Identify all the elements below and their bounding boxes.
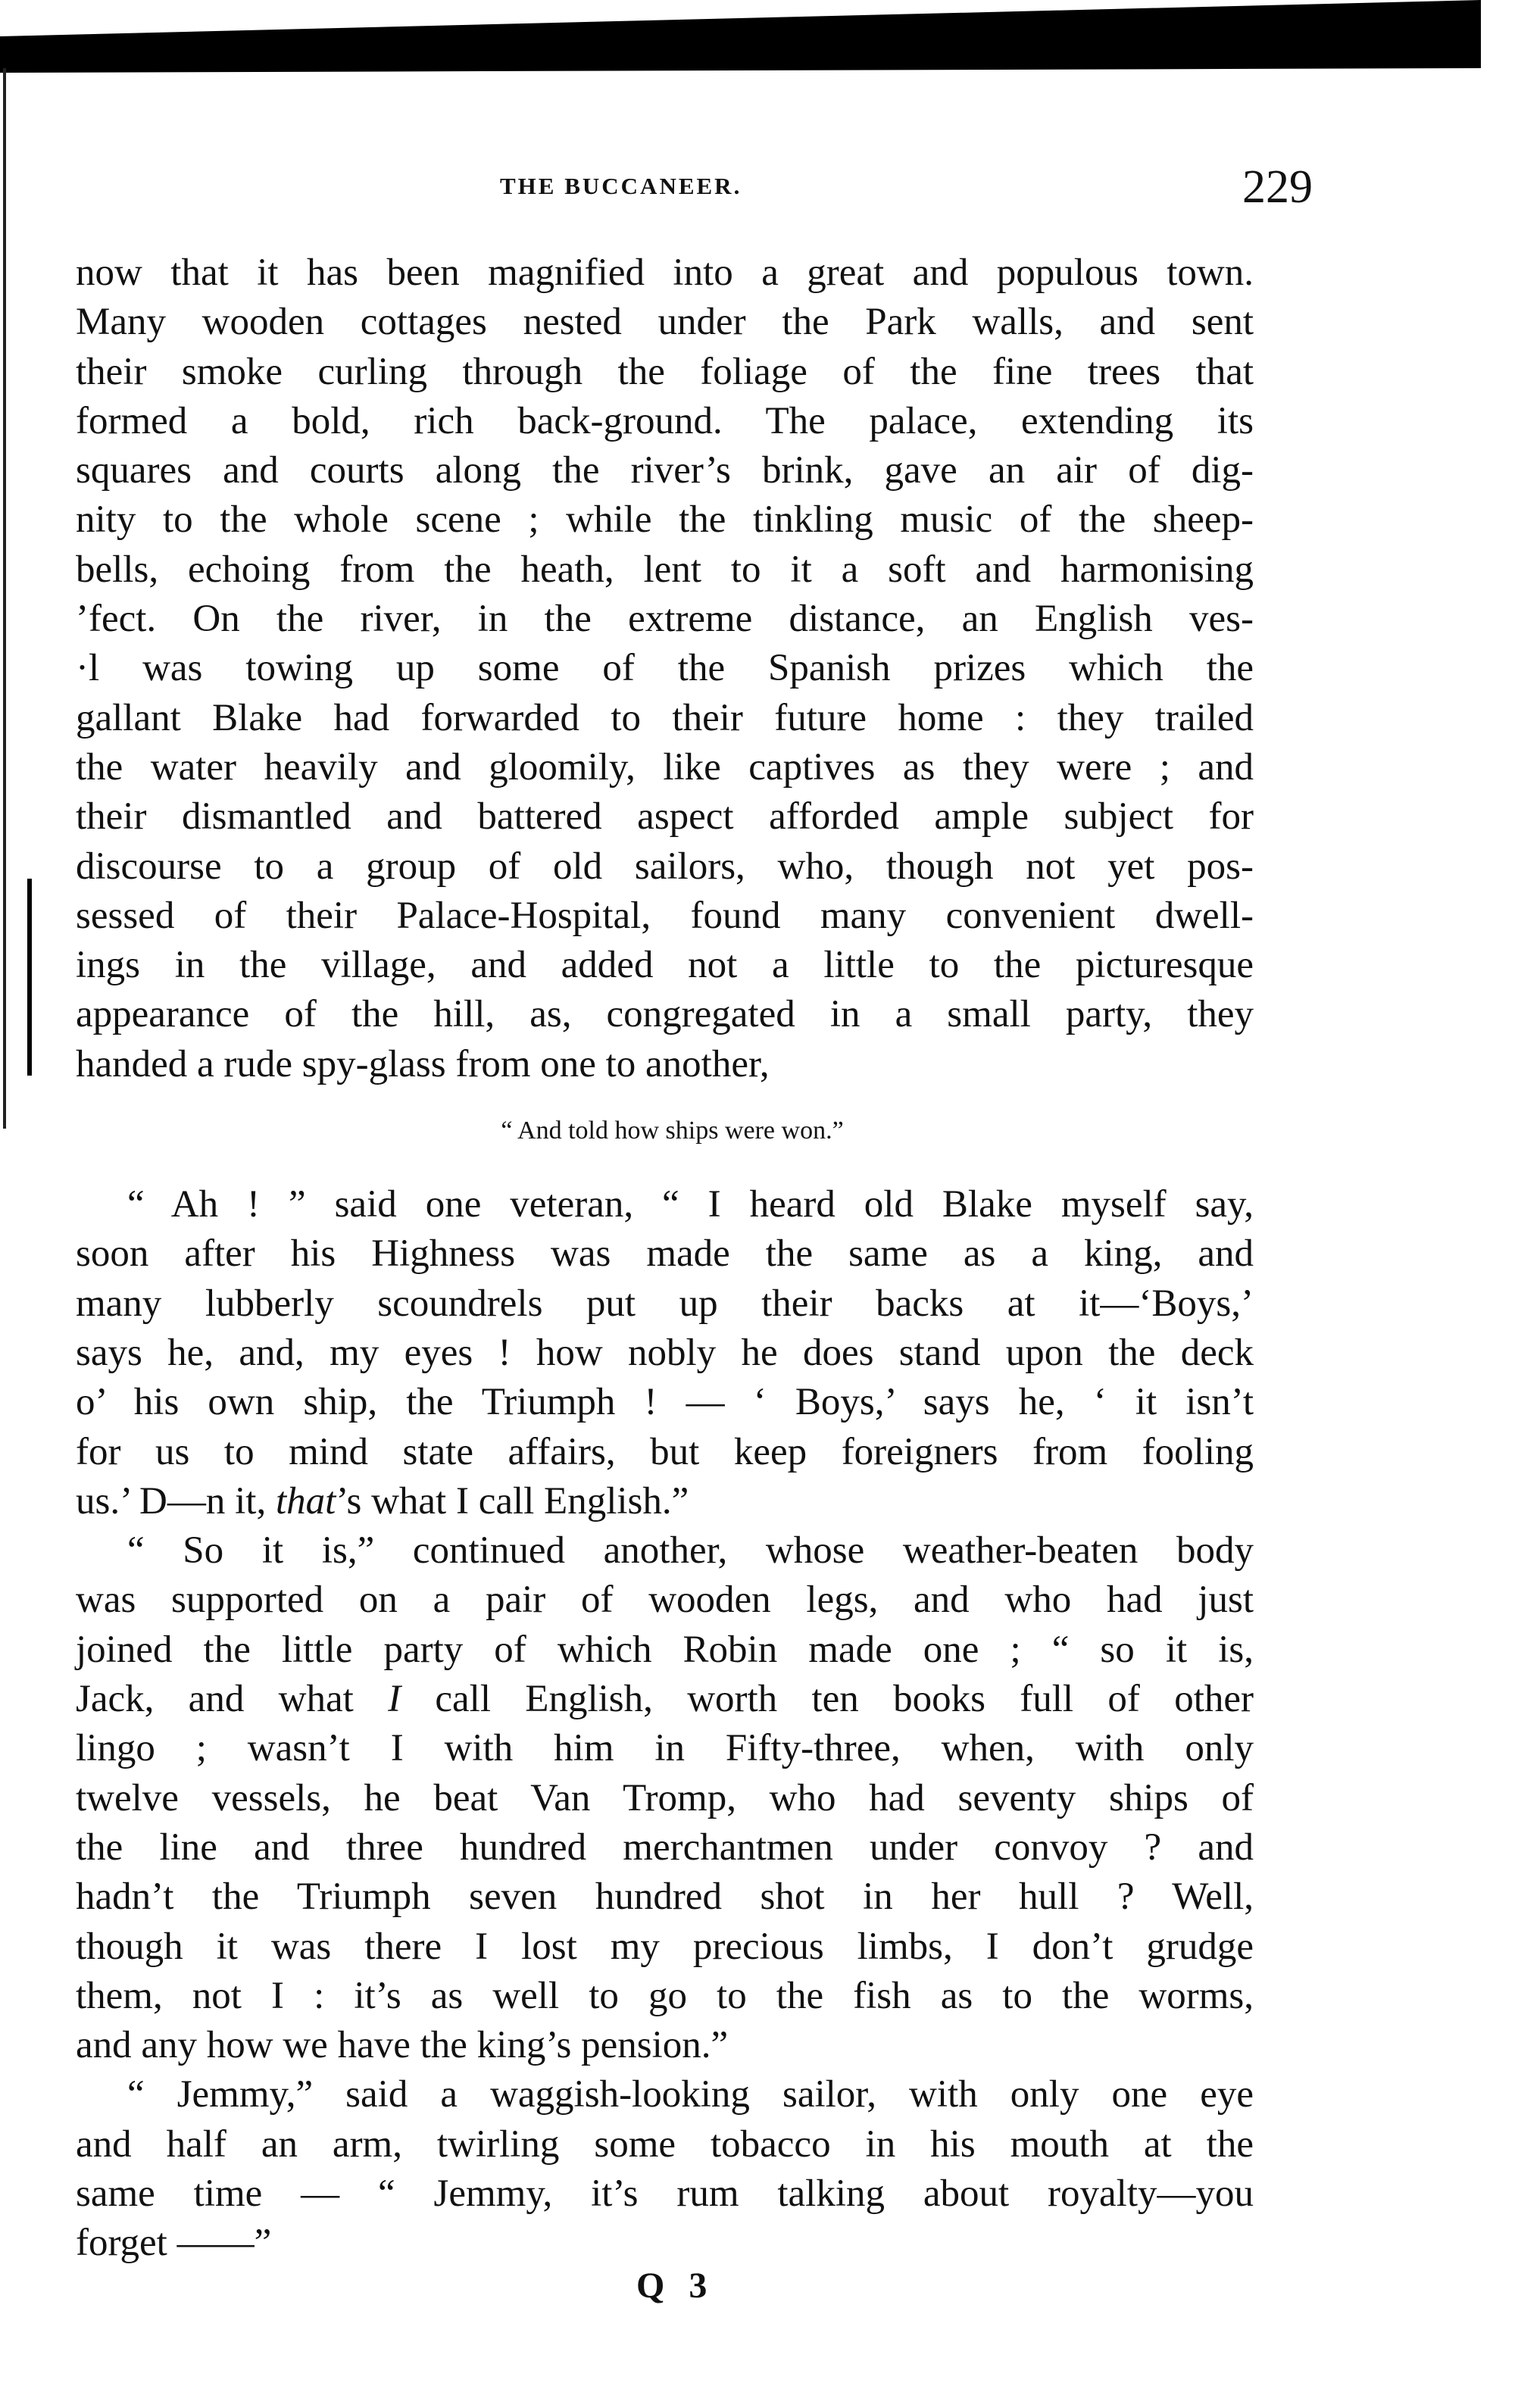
body-text <box>76 248 1254 2269</box>
text-line: twelve vessels, he beat Van Tromp, who had seventy ships of <box>76 1776 1254 1819</box>
text-segment: ’s what I call English.” <box>336 1479 689 1523</box>
italic-text: I <box>388 1678 401 1721</box>
signature-mark: Q 3 <box>636 2266 715 2306</box>
text-line: “ So it is,” continued another, whose weather-beaten body <box>127 1529 1254 1573</box>
text-line: says he, and, my eyes ! how nobly he does stand upon the deck <box>76 1331 1254 1374</box>
text-line: their smoke curling through the foliage of the fine trees that <box>76 350 1254 393</box>
text-segment: Jack, and what <box>76 1678 389 1721</box>
text-line: them, not I : it’s as well to go to the fish as to the worms, <box>76 1974 1254 2017</box>
running-title: THE BUCCANEER. <box>500 173 742 199</box>
text-line <box>76 1675 1254 1724</box>
text-line: ’fect. On the river, in the extreme distance, an English ves- <box>76 598 1254 641</box>
text-line: nity to the whole scene ; while the tinkling music of the sheep- <box>76 498 1254 542</box>
text-line: same time — “ Jemmy, it’s rum talking about royalty—you <box>76 2172 1254 2215</box>
text-line: now that it has been magnified into a great and populous town. <box>76 251 1254 294</box>
text-line: and half an arm, twirling some tobacco in his mouth at the <box>76 2122 1254 2166</box>
text-line: Many wooden cottages nested under the Park walls, and sent <box>76 301 1254 344</box>
paragraph <box>76 248 1254 1089</box>
text-line: o’ his own ship, the Triumph ! — ‘ Boys,’ says he, ‘ it isn’t <box>76 1381 1254 1424</box>
text-line: lingo ; wasn’t I with him in Fifty-three, when, with only <box>76 1727 1254 1770</box>
text-line: ings in the village, and added not a little to the picturesque <box>76 944 1254 987</box>
text-line: “ Ah ! ” said one veteran, “ I heard old Blake myself say, <box>127 1183 1254 1226</box>
text-line: bells, echoing from the heath, lent to it a soft and harmonising <box>76 548 1254 591</box>
text-line: hadn’t the Triumph seven hundred shot in her hull ? Well, <box>76 1875 1254 1919</box>
epigraph-quote: “ And told how ships were won.” <box>501 1117 844 1145</box>
text-line: squares and courts along the river’s brink, gave an air of dig- <box>76 449 1254 492</box>
paragraph <box>76 1526 1254 2070</box>
text-line: though it was there I lost my precious limbs, I don’t grudge <box>76 1925 1254 1968</box>
text-line: their dismantled and battered aspect afforded ample subject for <box>76 795 1254 839</box>
text-segment: us.’ D—n it, <box>76 1479 276 1523</box>
text-line: ·l was towing up some of the Spanish prizes which the <box>76 647 1254 690</box>
text-line: “ Jemmy,” said a waggish-looking sailor, with only one eye <box>127 2073 1254 2116</box>
page-number: 229 <box>1242 161 1313 213</box>
text-line: for us to mind state affairs, but keep foreigners from fooling <box>76 1430 1254 1473</box>
text-line: forget ——” <box>76 2222 272 2265</box>
text-line: joined the little party of which Robin made one ; “ so it is, <box>76 1628 1254 1671</box>
text-line: soon after his Highness was made the same as a king, and <box>76 1232 1254 1276</box>
paragraph <box>76 1180 1254 1526</box>
text-line: and any how we have the king’s pension.” <box>76 2024 729 2067</box>
text-line: the water heavily and gloomily, like captives as they were ; and <box>76 745 1254 789</box>
text-segment: call English, worth ten books full of other <box>401 1678 1254 1721</box>
text-line: formed a bold, rich back-ground. The palace, extending its <box>76 399 1254 442</box>
text-line: handed a rude spy-glass from one to another, <box>76 1042 770 1085</box>
text-line: appearance of the hill, as, congregated in a small party, they <box>76 993 1254 1036</box>
text-line <box>76 1477 1254 1526</box>
paragraph <box>76 2070 1254 2268</box>
text-line: was supported on a pair of wooden legs, and who had just <box>76 1579 1254 1622</box>
text-line: the line and three hundred merchantmen under convoy ? and <box>76 1826 1254 1869</box>
text-line: sessed of their Palace-Hospital, found many convenient dwell- <box>76 894 1254 937</box>
text-line: gallant Blake had forwarded to their future home : they trailed <box>76 696 1254 739</box>
italic-text: that <box>275 1479 336 1523</box>
text-line: many lubberly scoundrels put up their backs at it—‘Boys,’ <box>76 1282 1254 1325</box>
text-line: discourse to a group of old sailors, who, though not yet pos- <box>76 845 1254 888</box>
